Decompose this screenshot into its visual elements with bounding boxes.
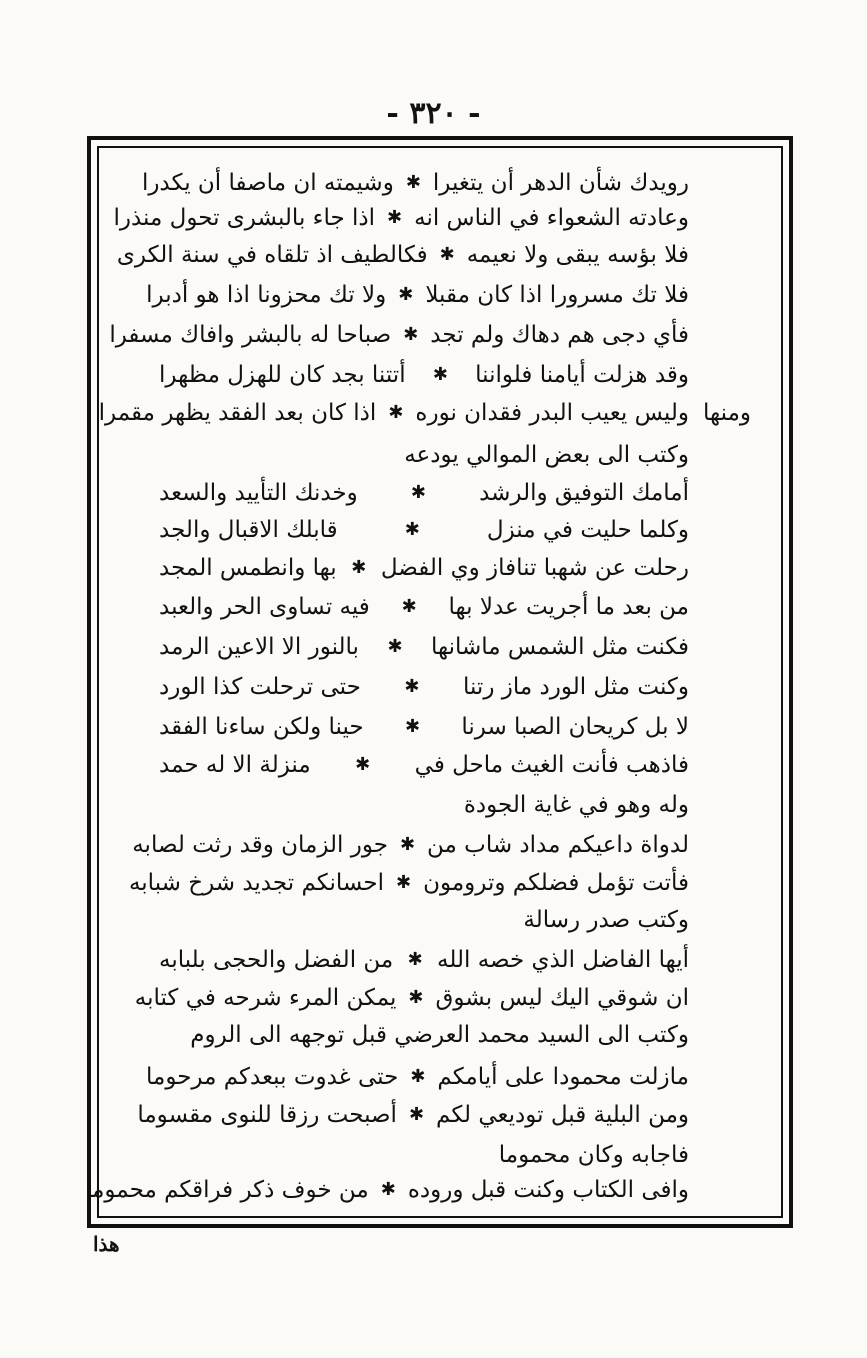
verse-first-hemistich: لا بل كريحان الصبا سرنا [461,714,689,740]
verse-line [159,632,689,662]
verse-first-hemistich: فاذهب فأنت الغيث ماحل في [414,752,689,778]
verse-first-hemistich: رحلت عن شهبا تنافاز وي الفضل [380,555,689,581]
heading-text: وله وهو في غاية الجودة [463,792,689,818]
verse-second-hemistich: ولا تك محزونا اذا هو أدبرا [146,282,387,308]
verse-first-hemistich: وعادته الشعواء في الناس انه [414,205,689,231]
verse-second-hemistich: من خوف ذكر فراقكم محموما [85,1177,369,1203]
verse-second-hemistich: أصبحت رزقا للنوى مقسوما [137,1102,397,1128]
verse-second-hemistich: قابلك الاقبال والجد [159,517,338,543]
verse-line [159,360,689,390]
verse-first-hemistich: لدواة داعيكم مداد شاب من [427,832,689,858]
verse-second-hemistich: منزلة الا له حمد [159,752,311,778]
heading-text: وكتب الى السيد محمد العرضي قبل توجهه الى الروم [190,1022,689,1048]
verse-first-hemistich: ومن البلية قبل توديعي لكم [436,1102,689,1128]
heading-text: وكتب الى بعض الموالي يودعه [404,442,689,468]
verse-first-hemistich: ان شوقي اليك ليس بشوق [435,985,689,1011]
verse-line [159,672,689,702]
heading-line [190,1020,689,1050]
verse-first-hemistich: وليس يعيب البدر فقدان نوره [415,400,689,426]
verse-line [137,1100,689,1130]
verse-second-hemistich: اذا جاء بالبشرى تحول منذرا [113,205,376,231]
verse-line [128,868,689,898]
asterisk-divider: ✱ [403,324,419,345]
asterisk-divider: ✱ [404,676,420,697]
heading-line [404,440,689,470]
verse-second-hemistich: جور الزمان وقد رثت لصابه [132,832,388,858]
heading-text: فاجابه وكان محموما [498,1142,689,1168]
asterisk-divider: ✱ [398,284,414,305]
page-number: - ٣٢٠ - [386,96,481,131]
asterisk-divider: ✱ [388,402,404,423]
verse-first-hemistich: فأي دجى هم دهاك ولم تجد [430,322,689,348]
verse-first-hemistich: فأتت تؤمل فضلكم وترومون [423,870,689,896]
verse-line [146,280,689,310]
asterisk-divider: ✱ [351,557,367,578]
verse-line [134,983,689,1013]
verse-line [159,553,689,583]
verse-first-hemistich: وكنت مثل الورد ماز رتنا [462,674,689,700]
verse-second-hemistich: حتى ترحلت كذا الورد [159,674,361,700]
verse-second-hemistich: فكالطيف اذ تلقاه في سنة الكرى [116,242,428,268]
verse-first-hemistich: فكنت مثل الشمس ماشانها [431,634,689,660]
asterisk-divider: ✱ [380,1179,396,1200]
verse-second-hemistich: صباحا له بالبشر وافاك مسفرا [109,322,392,348]
verse-line [132,830,689,860]
verse-line [141,168,689,198]
asterisk-divider: ✱ [396,872,412,893]
verse-prefix: ومنها [703,400,751,426]
verse-second-hemistich: من الفضل والحجى بلبابه [159,947,394,973]
verse-second-hemistich: وخدنك التأييد والسعد [159,480,358,506]
verse-second-hemistich: حينا ولكن ساءنا الفقد [159,714,364,740]
asterisk-divider: ✱ [410,1066,426,1087]
verse-second-hemistich: بالنور الا الاعين الرمد [159,634,359,660]
asterisk-divider: ✱ [405,172,421,193]
asterisk-divider: ✱ [387,636,403,657]
asterisk-divider: ✱ [432,364,448,385]
verse-first-hemistich: وكلما حليت في منزل [486,517,689,543]
verse-line [159,515,689,545]
verse-first-hemistich: فلا بؤسه يبقى ولا نعيمه [466,242,689,268]
verse-second-hemistich: وشيمته ان ماصفا أن يكدرا [141,170,394,196]
verse-line [159,592,689,622]
verse-second-hemistich: يمكن المرء شرحه في كتابه [134,985,397,1011]
verse-first-hemistich: أمامك التوفيق والرشد [479,480,689,506]
asterisk-divider: ✱ [407,949,423,970]
asterisk-divider: ✱ [404,716,421,737]
heading-line [523,905,689,935]
asterisk-divider: ✱ [404,519,420,540]
verse-line [116,240,689,270]
verse-line [109,320,689,350]
asterisk-divider: ✱ [439,244,455,265]
verse-first-hemistich: وافى الكتاب وكنت قبل وروده [407,1177,689,1203]
verse-first-hemistich: رويدك شأن الدهر أن يتغيرا [432,170,689,196]
verse-second-hemistich: اذا كان بعد الفقد يظهر مقمرا [98,400,377,426]
verse-line [98,398,751,428]
verse-line [113,203,689,233]
verse-first-hemistich: فلا تك مسرورا اذا كان مقبلا [425,282,689,308]
asterisk-divider: ✱ [401,596,417,617]
verse-first-hemistich: مازلت محمودا على أيامكم [437,1064,689,1090]
heading-line [464,790,689,820]
verse-second-hemistich: احسانكم تجديد شرخ شبابه [128,870,384,896]
verse-second-hemistich: بها وانطمس المجد [159,555,337,581]
asterisk-divider: ✱ [408,987,424,1008]
asterisk-divider: ✱ [408,1104,425,1125]
catchword: هذا [93,1232,120,1256]
verse-first-hemistich: أيها الفاضل الذي خصه الله [437,947,689,973]
verse-line [159,478,689,508]
heading-line [499,1140,689,1170]
verse-line [146,1062,689,1092]
verse-line [85,1175,689,1205]
verse-line [159,750,689,780]
heading-text: وكتب صدر رسالة [523,907,689,933]
asterisk-divider: ✱ [399,834,416,855]
asterisk-divider: ✱ [355,754,371,775]
verse-first-hemistich: وقد هزلت أيامنا فلواننا [475,362,689,388]
asterisk-divider: ✱ [387,207,403,228]
verse-second-hemistich: أتتنا بجد كان للهزل مظهرا [159,362,406,388]
asterisk-divider: ✱ [410,482,426,503]
verse-first-hemistich: من بعد ما أجريت عدلا بها [448,594,689,620]
verse-line [159,712,689,742]
verse-second-hemistich: فيه تساوى الحر والعبد [159,594,370,620]
verse-second-hemistich: حتى غدوت ببعدكم مرحوما [146,1064,399,1090]
verse-line [159,945,689,975]
